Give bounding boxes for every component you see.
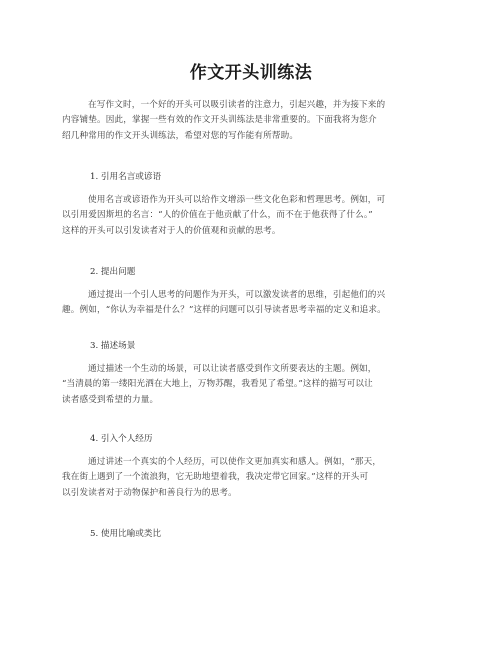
paragraph-line: 趣。例如，“你认为幸福是什么？”这样的问题可以引导读者思考幸福的定义和追求。: [62, 305, 386, 316]
section-paragraph-2: [62, 288, 452, 319]
paragraph-line: 通过提出一个引人思考的问题作为开头，可以激发读者的思维，引起他们的兴: [88, 290, 386, 300]
section-heading-2: 2. 提出问题: [90, 267, 136, 277]
paragraph-line: 通过描述一个生动的场景，可以让读者感受到作文所要表达的主题。例如，: [88, 364, 377, 374]
section-heading-4: 4. 引入个人经历: [90, 434, 153, 444]
paragraph-line: 使用名言或谚语作为开头可以给作文增添一些文化色彩和哲理思考。例如，可: [88, 195, 386, 205]
paragraph-line: 读者感受到希望的力量。: [62, 394, 159, 405]
paragraph-line: 内容铺垫。因此，掌握一些有效的作文开头训练法是非常重要的。下面我将为您介: [62, 115, 377, 126]
section-paragraph-1: [62, 193, 452, 239]
section-heading-5: 5. 使用比喻或类比: [90, 529, 162, 539]
paragraph-line: 这样的开头可以引发读者对于人的价值观和贡献的思考。: [62, 225, 281, 236]
paragraph-line: 我在街上遇到了一个流浪狗，它无助地望着我，我决定带它回家。”这样的开头可: [62, 472, 369, 483]
paragraph-line: “当清晨的第一缕阳光洒在大地上，万物苏醒，我看见了希望。”这样的描写可以让: [62, 379, 373, 390]
section-paragraph-3: [62, 362, 452, 408]
section-heading-3: 3. 描述场景: [90, 341, 136, 351]
intro-paragraph: [62, 98, 452, 144]
section-paragraph-4: [62, 455, 452, 501]
section-heading-1: 1. 引用名言或谚语: [90, 172, 162, 182]
paragraph-line: 以引用爱因斯坦的名言：“人的价值在于他贡献了什么，而不在于他获得了什么。”: [62, 210, 373, 221]
document-title: 作文开头训练法: [189, 63, 313, 83]
paragraph-line: 在写作文时，一个好的开头可以吸引读者的注意力，引起兴趣，并为接下来的: [88, 100, 386, 110]
paragraph-line: 绍几种常用的作文开头训练法，希望对您的写作能有所帮助。: [62, 130, 299, 141]
paragraph-line: 以引发读者对于动物保护和善良行为的思考。: [62, 487, 237, 498]
paragraph-line: 通过讲述一个真实的个人经历，可以使作文更加真实和感人。例如，“那天，: [88, 457, 382, 467]
